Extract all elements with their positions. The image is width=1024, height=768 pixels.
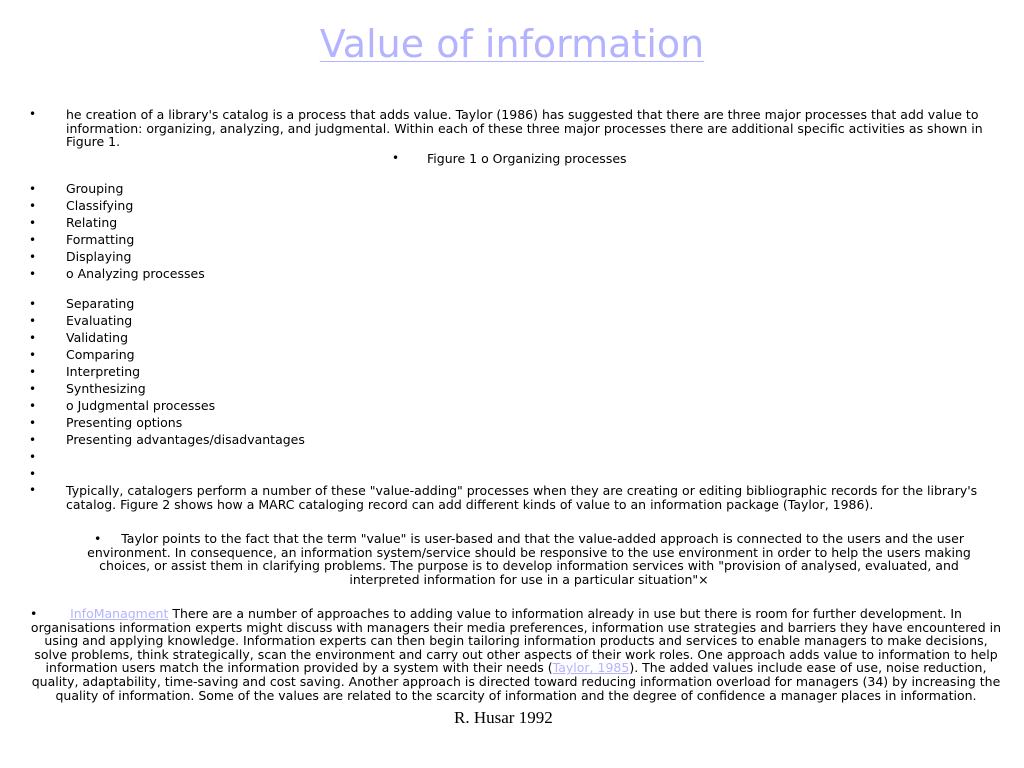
page-title[interactable]: Value of information — [319, 22, 705, 66]
list-item-text: o Analyzing processes — [66, 266, 205, 281]
bullet: • — [29, 107, 37, 121]
list-item-text: Evaluating — [66, 313, 133, 328]
list-item-text: Synthesizing — [66, 381, 146, 396]
list-item-text: Relating — [66, 215, 118, 230]
list-item-text: Classifying — [66, 198, 134, 213]
signature: R. Husar 1992 — [454, 708, 553, 727]
bullet: • — [29, 433, 37, 447]
bullet: • — [29, 250, 37, 264]
list-item-text: Comparing — [66, 347, 135, 362]
bullet: • — [29, 467, 37, 481]
bullet: • — [30, 606, 38, 621]
bullet: • — [29, 450, 37, 464]
bullet: • — [93, 531, 102, 546]
list-item-text: Interpreting — [66, 364, 141, 379]
bullet: • — [29, 216, 37, 230]
bullet: • — [29, 365, 37, 379]
bullet: • — [29, 199, 37, 213]
bullet: • — [29, 331, 37, 345]
bullet: • — [392, 151, 400, 165]
infomgmt-text-b: ). The added values include ease of use, noise reduction, quality, adaptability, time-saving and cost saving. Another approach is directed toward reducing information overload for managers (34) by increasing the quality of information. Some of the values are related to the scarcity of information and the degree of confidence a manager places in information. — [31, 660, 1001, 703]
bullet: • — [29, 267, 37, 281]
figure-caption: Figure 1 o Organizing processes — [427, 151, 627, 166]
taylor-1985-link[interactable]: Taylor, 1985 — [552, 660, 630, 676]
list-item-text: Formatting — [66, 232, 135, 247]
bullet: • — [29, 314, 37, 328]
bullet: • — [29, 233, 37, 247]
list-item-text: Separating — [66, 296, 135, 311]
infomgmt-item — [30, 607, 1002, 702]
list-item-text: Displaying — [66, 249, 132, 264]
bullet: • — [29, 416, 37, 430]
bullet: • — [29, 399, 37, 413]
list-item-text: Presenting advantages/disadvantages — [66, 432, 305, 447]
list-item-text: o Judgmental processes — [66, 398, 216, 413]
bullet: • — [29, 348, 37, 362]
bullet: • — [29, 182, 37, 196]
list-item-text: Validating — [66, 330, 129, 345]
taylor-points-item — [68, 532, 990, 586]
intro-text: he creation of a library's catalog is a process that adds value. Taylor (1986) has suggested that there are three major processes that add value to information: organizing, analyzing, and judgmental. Within each of these three major processes there are additional specific activities as shown in Figure 1. — [66, 107, 983, 150]
infomgmt-text-a: There are a number of approaches to adding value to information already in use but there is room for further development. In organisations information experts might discuss with managers their media preferences, information use strategies and barriers they have encountered in using and applying knowledge. Information experts can then begin tailoring information products and services to enable managers to make decisions, solve problems, think strategically, scan the environment and carry out other aspects of their work roles. One approach adds value to information to help information users match the information provided by a system with their needs ( — [30, 606, 1002, 676]
list-item-text: Presenting options — [66, 415, 183, 430]
bullet: • — [29, 483, 37, 497]
bullet: • — [29, 382, 37, 396]
bullet: • — [29, 297, 37, 311]
typically-text: Typically, catalogers perform a number of these "value-adding" processes when they are creating or editing bibliographic records for the library's catalog. Figure 2 shows how a MARC cataloging record can add different kinds of value to an information package (Taylor, 1986). — [66, 483, 978, 512]
taylor-points-text: Taylor points to the fact that the term "value" is user-based and that the value-added approach is connected to the users and the user environment. In consequence, an information system/service should be responsive to the use environment in order to help the users making choices, or assist them in clarifying problems. The purpose is to develop information services with "provision of analysed, evaluated, and interpreted information for use in a particular situation"× — [87, 531, 971, 587]
infomanagment-link[interactable]: InfoManagment — [70, 606, 169, 621]
list-item-text: Grouping — [66, 181, 124, 196]
